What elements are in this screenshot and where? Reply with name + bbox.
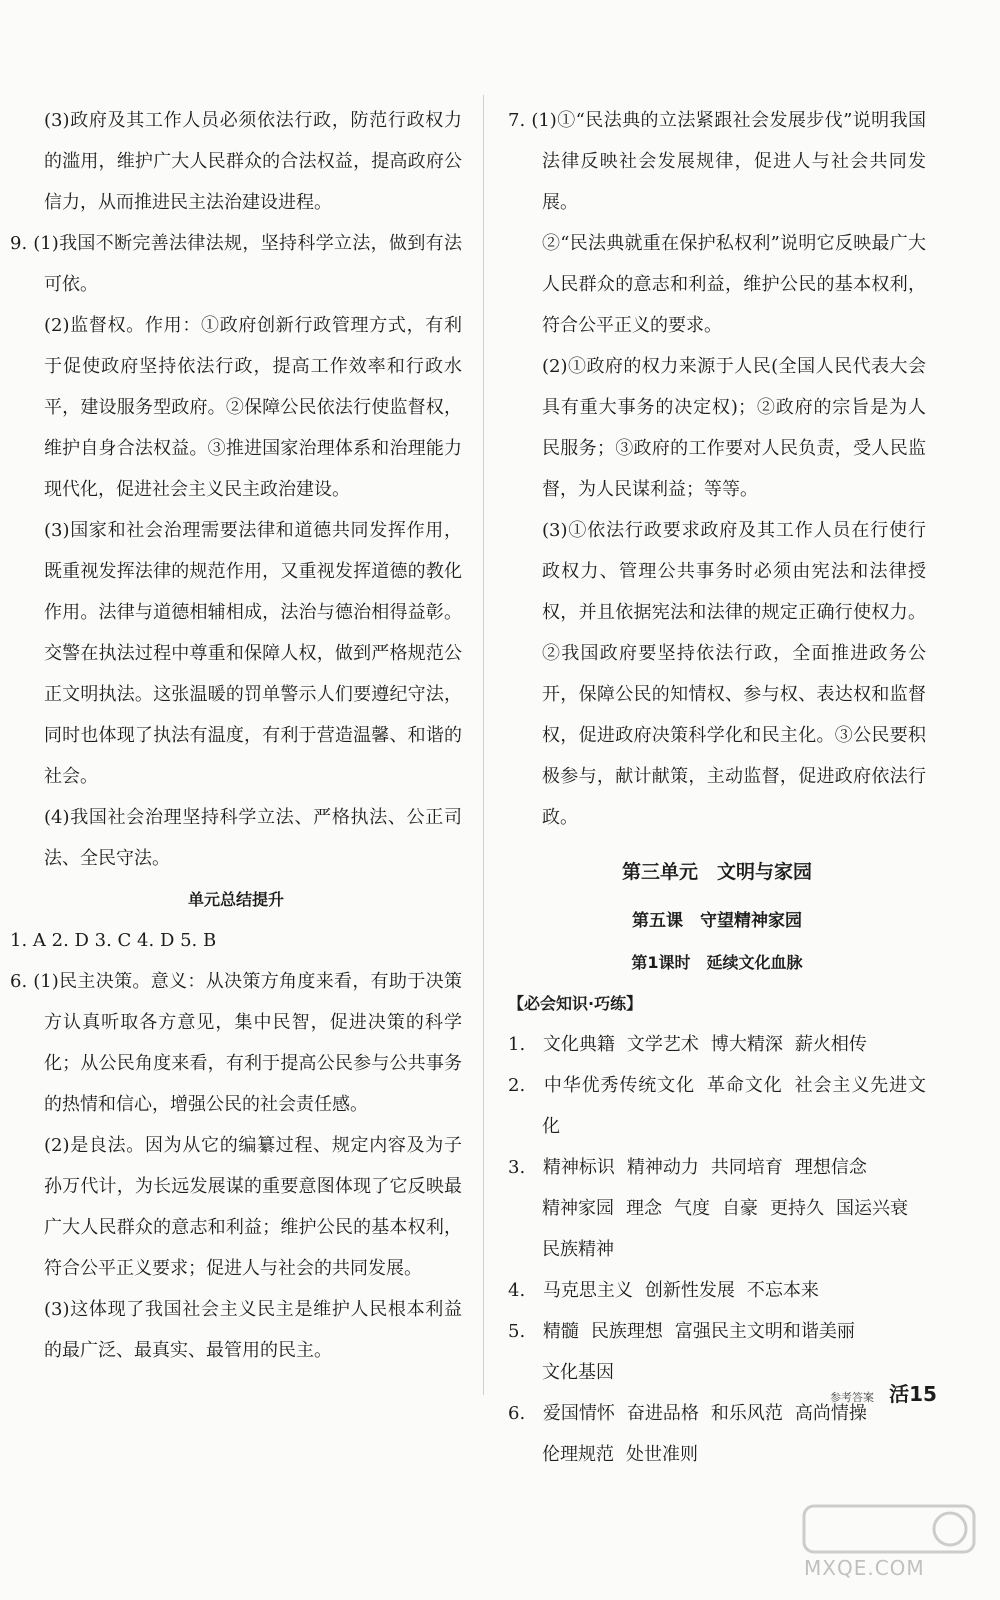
knowledge-item-line [508, 1188, 926, 1229]
column-divider [483, 95, 484, 1395]
term: 理想信念 [794, 1157, 867, 1178]
term: 民族理想 [590, 1321, 663, 1342]
question-7-part-2: (2)①政府的权力来源于人民(全国人民代表大会具有重大事务的决定权)；②政府的宗旨是为人民服务；③政府的工作要对人民负责，受人民监督，为人民谋利益；等等。 [542, 356, 926, 500]
page-number: 活15 [889, 1382, 937, 1406]
question-number: 7. [508, 110, 526, 131]
knowledge-item-line [508, 1270, 926, 1311]
term: 民族精神 [542, 1239, 614, 1260]
question-9-part-4: (4)我国社会治理坚持科学立法、严格执法、公正司法、全民守法。 [44, 807, 462, 869]
watermark-logo [800, 1500, 980, 1590]
answer-text: (1)我国不断完善法律法规，坚持科学立法，做到有法可依。 [33, 233, 462, 295]
term: 文学艺术 [626, 1034, 699, 1055]
term: 伦理规范 [542, 1444, 614, 1465]
knowledge-item-line [508, 1229, 926, 1270]
term: 高尚情操 [794, 1403, 867, 1424]
term: 中华优秀传统文化 [543, 1075, 696, 1096]
right-column [508, 100, 926, 1475]
question-6-part-3: (3)这体现了我国社会主义民主是维护人民根本利益的最广泛、最真实、最管用的民主。 [44, 1299, 462, 1361]
knowledge-item-line [508, 1024, 926, 1065]
block-label: 【必会知识·巧练】 [508, 994, 643, 1013]
watermark-text: MXQE.COM [804, 1556, 925, 1580]
item-number: 6. [508, 1403, 526, 1424]
left-column [10, 100, 462, 1371]
term: 革命文化 [707, 1075, 783, 1096]
item-number: 2. [508, 1075, 526, 1096]
term: 气度 [674, 1198, 710, 1219]
term: 更持久 [770, 1198, 824, 1219]
question-9-part-3: (3)国家和社会治理需要法律和道德共同发挥作用，既重视发挥法律的规范作用，又重视发挥道德的教化作用。法律与道德相辅相成，法治与德治相得益彰。交警在执法过程中尊重和保障人权，做到严格规范公正文明执法。这张温暖的罚单警示人们要遵纪守法，同时也体现了执法有温度，有利于营造温馨、和谐的社会。 [44, 520, 462, 787]
question-9-part-2: (2)监督权。作用：①政府创新行政管理方式，有利于促使政府坚持依法行政，提高工作效率和行政水平，建设服务型政府。②保障公民依法行使监督权，维护自身合法权益。③推进国家治理体系和治理能力现代化，促进社会主义民主政治建设。 [44, 315, 462, 500]
term: 博大精深 [710, 1034, 783, 1055]
knowledge-item-line [508, 1434, 926, 1475]
term: 奋进品格 [626, 1403, 699, 1424]
lesson-title: 第五课 守望精神家园 [632, 911, 802, 931]
term: 国运兴衰 [836, 1198, 908, 1219]
item-number: 1. [508, 1034, 526, 1055]
term: 处世准则 [626, 1444, 698, 1465]
question-6-part-2: (2)是良法。因为从它的编纂过程、规定内容及为子孙万代计，为长远发展谋的重要意图体现了它反映最广大人民群众的意志和利益；维护公民的基本权利，符合公平正义要求；促进人与社会的共同发展。 [44, 1135, 462, 1279]
item-number: 3. [508, 1157, 526, 1178]
term: 精神家园 [542, 1198, 614, 1219]
watermark-icon [800, 1500, 980, 1560]
term: 精神动力 [626, 1157, 699, 1178]
answer-text: (1)①“民法典的立法紧跟社会发展步伐”说明我国法律反映社会发展规律，促进人与社会共同发展。 [531, 110, 926, 213]
question-7-part-3: (3)①依法行政要求政府及其工作人员在行使行政权力、管理公共事务时必须由宪法和法律授权，并且依据宪法和法律的规定正确行使权力。②我国政府要坚持依法行政，全面推进政务公开，保障公民的知情权、参与权、表达权和监督权，促进政府决策科学化和民主化。③公民要积极参与，献计献策，主动监督，促进政府依法行政。 [542, 520, 926, 828]
term: 精神标识 [542, 1157, 615, 1178]
question-number: 6. [10, 971, 28, 992]
page-footer [830, 1378, 937, 1407]
question-6-part-1 [10, 961, 462, 1125]
term: 不忘本来 [746, 1280, 819, 1301]
unit-title: 第三单元 文明与家园 [621, 861, 812, 883]
item-number: 5. [508, 1321, 526, 1342]
question-7-part-1b: ②“民法典就重在保护私权利”说明它反映最广大人民群众的意志和利益，维护公民的基本权利，符合公平正义的要求。 [542, 233, 926, 336]
question-9-part-1 [10, 223, 462, 305]
term: 富强民主文明和谐美丽 [674, 1321, 855, 1342]
term: 创新性发展 [644, 1280, 735, 1301]
knowledge-list [508, 1024, 926, 1475]
term: 马克思主义 [542, 1280, 633, 1301]
answer-choices: 1. A 2. D 3. C 4. D 5. B [10, 930, 217, 951]
period-title: 第1课时 延续文化血脉 [631, 953, 803, 972]
term: 理念 [626, 1198, 662, 1219]
term: 精髓 [542, 1321, 579, 1342]
knowledge-item-line [508, 1311, 926, 1352]
term: 文化典籍 [542, 1034, 615, 1055]
footer-label: 参考答案 [830, 1391, 874, 1404]
answer-paragraph: (3)政府及其工作人员必须依法行政，防范行政权力的滥用，维护广大人民群众的合法权益，提高政府公信力，从而推进民主法治建设进程。 [44, 110, 462, 213]
question-7-part-1a [508, 100, 926, 223]
item-number: 4. [508, 1280, 526, 1301]
term: 和乐风范 [710, 1403, 783, 1424]
term: 社会主义先进文化 [542, 1075, 927, 1137]
term: 自豪 [722, 1198, 758, 1219]
term: 共同培育 [710, 1157, 783, 1178]
knowledge-item-line [508, 1065, 926, 1147]
term: 薪火相传 [794, 1034, 867, 1055]
knowledge-item-line [508, 1147, 926, 1188]
term: 爱国情怀 [542, 1403, 615, 1424]
question-number: 9. [10, 233, 28, 254]
term: 文化基因 [542, 1362, 614, 1383]
answer-text: (1)民主决策。意义：从决策方角度来看，有助于决策方认真听取各方意见，集中民智，促进决策的科学化；从公民角度来看，有利于提高公民参与公共事务的热情和信心，增强公民的社会责任感。 [33, 971, 462, 1115]
section-title: 单元总结提升 [187, 890, 284, 909]
